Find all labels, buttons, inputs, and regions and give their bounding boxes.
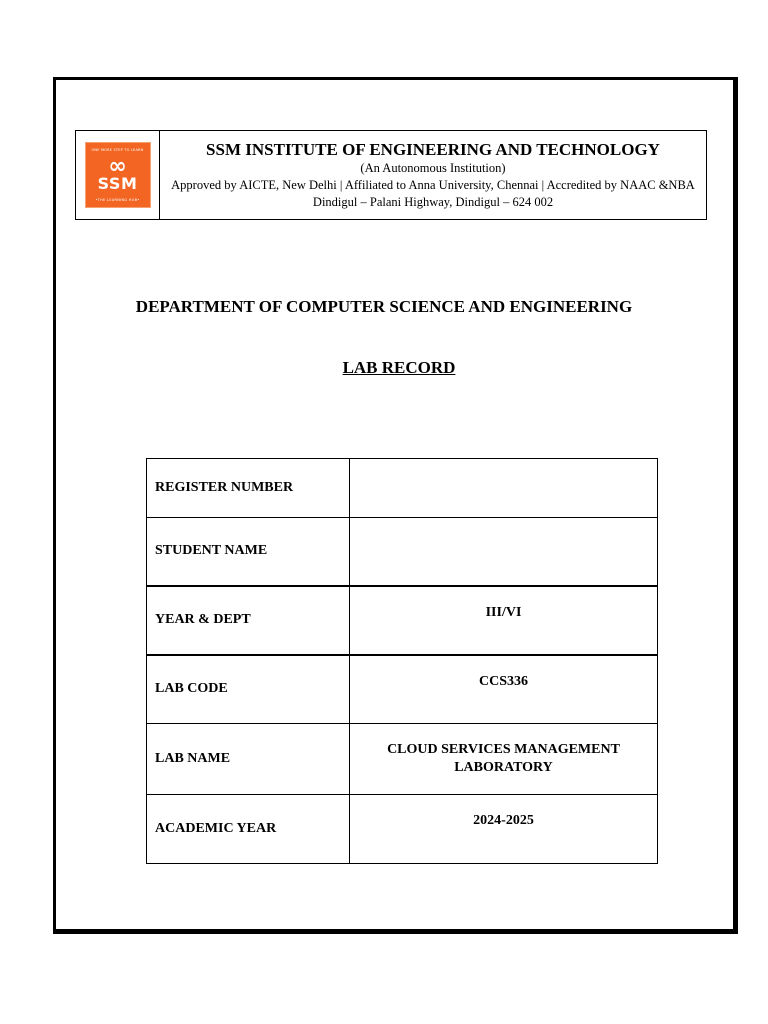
register-number-value <box>350 459 658 518</box>
institution-type: (An Autonomous Institution) <box>360 161 506 175</box>
institution-approvals: Approved by AICTE, New Delhi | Affiliated to Anna University, Chennai | Accredited by NAAC &NBA <box>171 178 695 192</box>
logo-tagline-top: ONE MORE STEP TO LEARN <box>91 148 144 152</box>
table-row <box>147 795 658 864</box>
institution-header <box>75 130 707 220</box>
logo-tagline-bottom: •THE LEARNING HUB• <box>95 198 140 202</box>
record-title: LAB RECORD <box>342 358 456 377</box>
infinity-icon: ∞ <box>108 154 127 179</box>
info-table <box>146 458 658 864</box>
header-text <box>160 131 706 219</box>
row-label: YEAR & DEPT <box>147 586 350 655</box>
year-dept-value: III/VI <box>350 586 658 655</box>
institution-name: SSM INSTITUTE OF ENGINEERING AND TECHNOLOGY <box>206 140 660 159</box>
institution-address: Dindigul – Palani Highway, Dindigul – 624 002 <box>312 195 554 209</box>
logo-text: SSM <box>97 174 138 193</box>
table-row <box>147 724 658 795</box>
logo-cell <box>76 131 160 219</box>
row-label: LAB CODE <box>147 655 350 724</box>
table-row <box>147 586 658 655</box>
row-label: ACADEMIC YEAR <box>147 795 350 864</box>
table-row <box>147 518 658 586</box>
row-label: LAB NAME <box>147 724 350 795</box>
institution-logo <box>85 142 151 208</box>
row-label: STUDENT NAME <box>147 518 350 586</box>
lab-name-value: CLOUD SERVICES MANAGEMENT LABORATORY <box>350 724 658 795</box>
student-name-value <box>350 518 658 586</box>
department-title: DEPARTMENT OF COMPUTER SCIENCE AND ENGINEERING <box>135 297 633 316</box>
academic-year-value: 2024-2025 <box>350 795 658 864</box>
table-row <box>147 459 658 518</box>
row-label: REGISTER NUMBER <box>147 459 350 518</box>
table-row <box>147 655 658 724</box>
lab-code-value: CCS336 <box>350 655 658 724</box>
